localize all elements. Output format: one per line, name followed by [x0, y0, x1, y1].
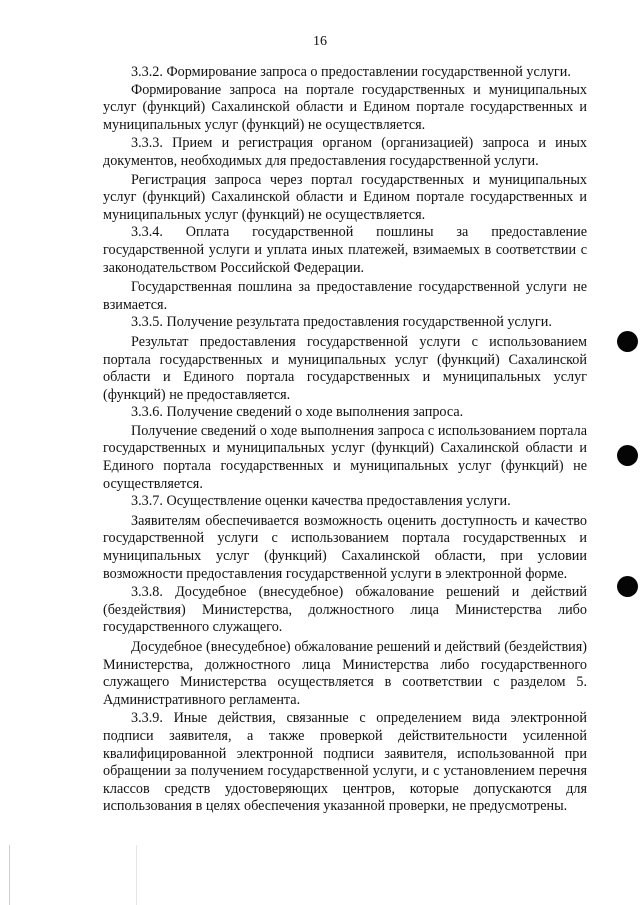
paragraph-3-3-6: 3.3.6. Получение сведений о ходе выполнения запроса.: [131, 404, 464, 421]
paragraph-progress-info: Получение сведений о ходе выполнения запроса с использованием портала государственных и муниципальных услуг (функций) Сахалинской области и Единого портала государственных и муниципальных услуг (функций) не осуществляется.: [103, 422, 587, 492]
paragraph-3-3-8: 3.3.8. Досудебное (внесудебное) обжалование решений и действий (бездействия) Министерства, должностного лица Министерства либо государственного служащего.: [103, 584, 587, 636]
paragraph-quality-evaluation: Заявителям обеспечивается возможность оценить доступность и качество государственной услуги с использованием портала государственных и муниципальных услуг (функций) Сахалинской области, при условии возможности предоставления государственной услуги в электронной форме.: [103, 512, 587, 582]
paragraph-appeal: Досудебное (внесудебное) обжалование решений и действий (бездействия) Министерства, должностного лица Министерства либо государственного служащего Министерства осуществляется в соответствии с разделом 5. Административного регламента.: [103, 639, 587, 708]
scan-artifact-line: [136, 845, 137, 905]
scan-artifact-line: [9, 845, 10, 905]
paragraph-3-3-2: 3.3.2. Формирование запроса о предоставлении государственной услуги.: [131, 64, 571, 80]
paragraph-registration: Регистрация запроса через портал государственных и муниципальных услуг (функций) Сахалинской области и Едином портале государственных и муниципальных услуг (функций) не осуществляется.: [103, 171, 587, 223]
document-body: [103, 64, 587, 816]
paragraph-3-3-3: 3.3.3. Прием и регистрация органом (организацией) запроса и иных документов, необходимых для предоставления государственной услуги.: [103, 135, 587, 169]
punch-hole-mark: [617, 445, 638, 466]
punch-hole-mark: [617, 576, 638, 597]
paragraph-3-3-5: 3.3.5. Получение результата предоставления государственной услуги.: [131, 314, 552, 331]
paragraph-state-fee: Государственная пошлина за предоставление государственной услуги не взимается.: [103, 279, 587, 313]
punch-hole-mark: [617, 331, 638, 352]
paragraph-3-3-4: 3.3.4. Оплата государственной пошлины за предоставление государственной услуги и уплата иных платежей, взимаемых в соответствии с законодательством Российской Федерации.: [103, 224, 587, 276]
paragraph-3-3-9: 3.3.9. Иные действия, связанные с определением вида электронной подписи заявителя, а также проверкой действительности усиленной квалифицированной электронной подписи заявителя, использованной при обращении за получением государственной услуги, и с установлением перечня классов средств удостоверяющих центров, которые допускаются для использования в целях обеспечения указанной проверки, не предусмотрены.: [103, 710, 587, 815]
paragraph-3-3-7: 3.3.7. Осуществление оценки качества предоставления услуги.: [131, 493, 511, 510]
page-number: 16: [313, 34, 327, 49]
paragraph-portal-request: Формирование запроса на портале государственных и муниципальных услуг (функций) Сахалинской области и Едином портале государственных и муниципальных услуг (функций) не осуществляется.: [103, 81, 587, 133]
paragraph-result: Результат предоставления государственной услуги с использованием портала государственных и муниципальных услуг (функций) Сахалинской области и Единого портала государственных и муниципальных услуг (функций) не предоставляется.: [103, 333, 587, 403]
